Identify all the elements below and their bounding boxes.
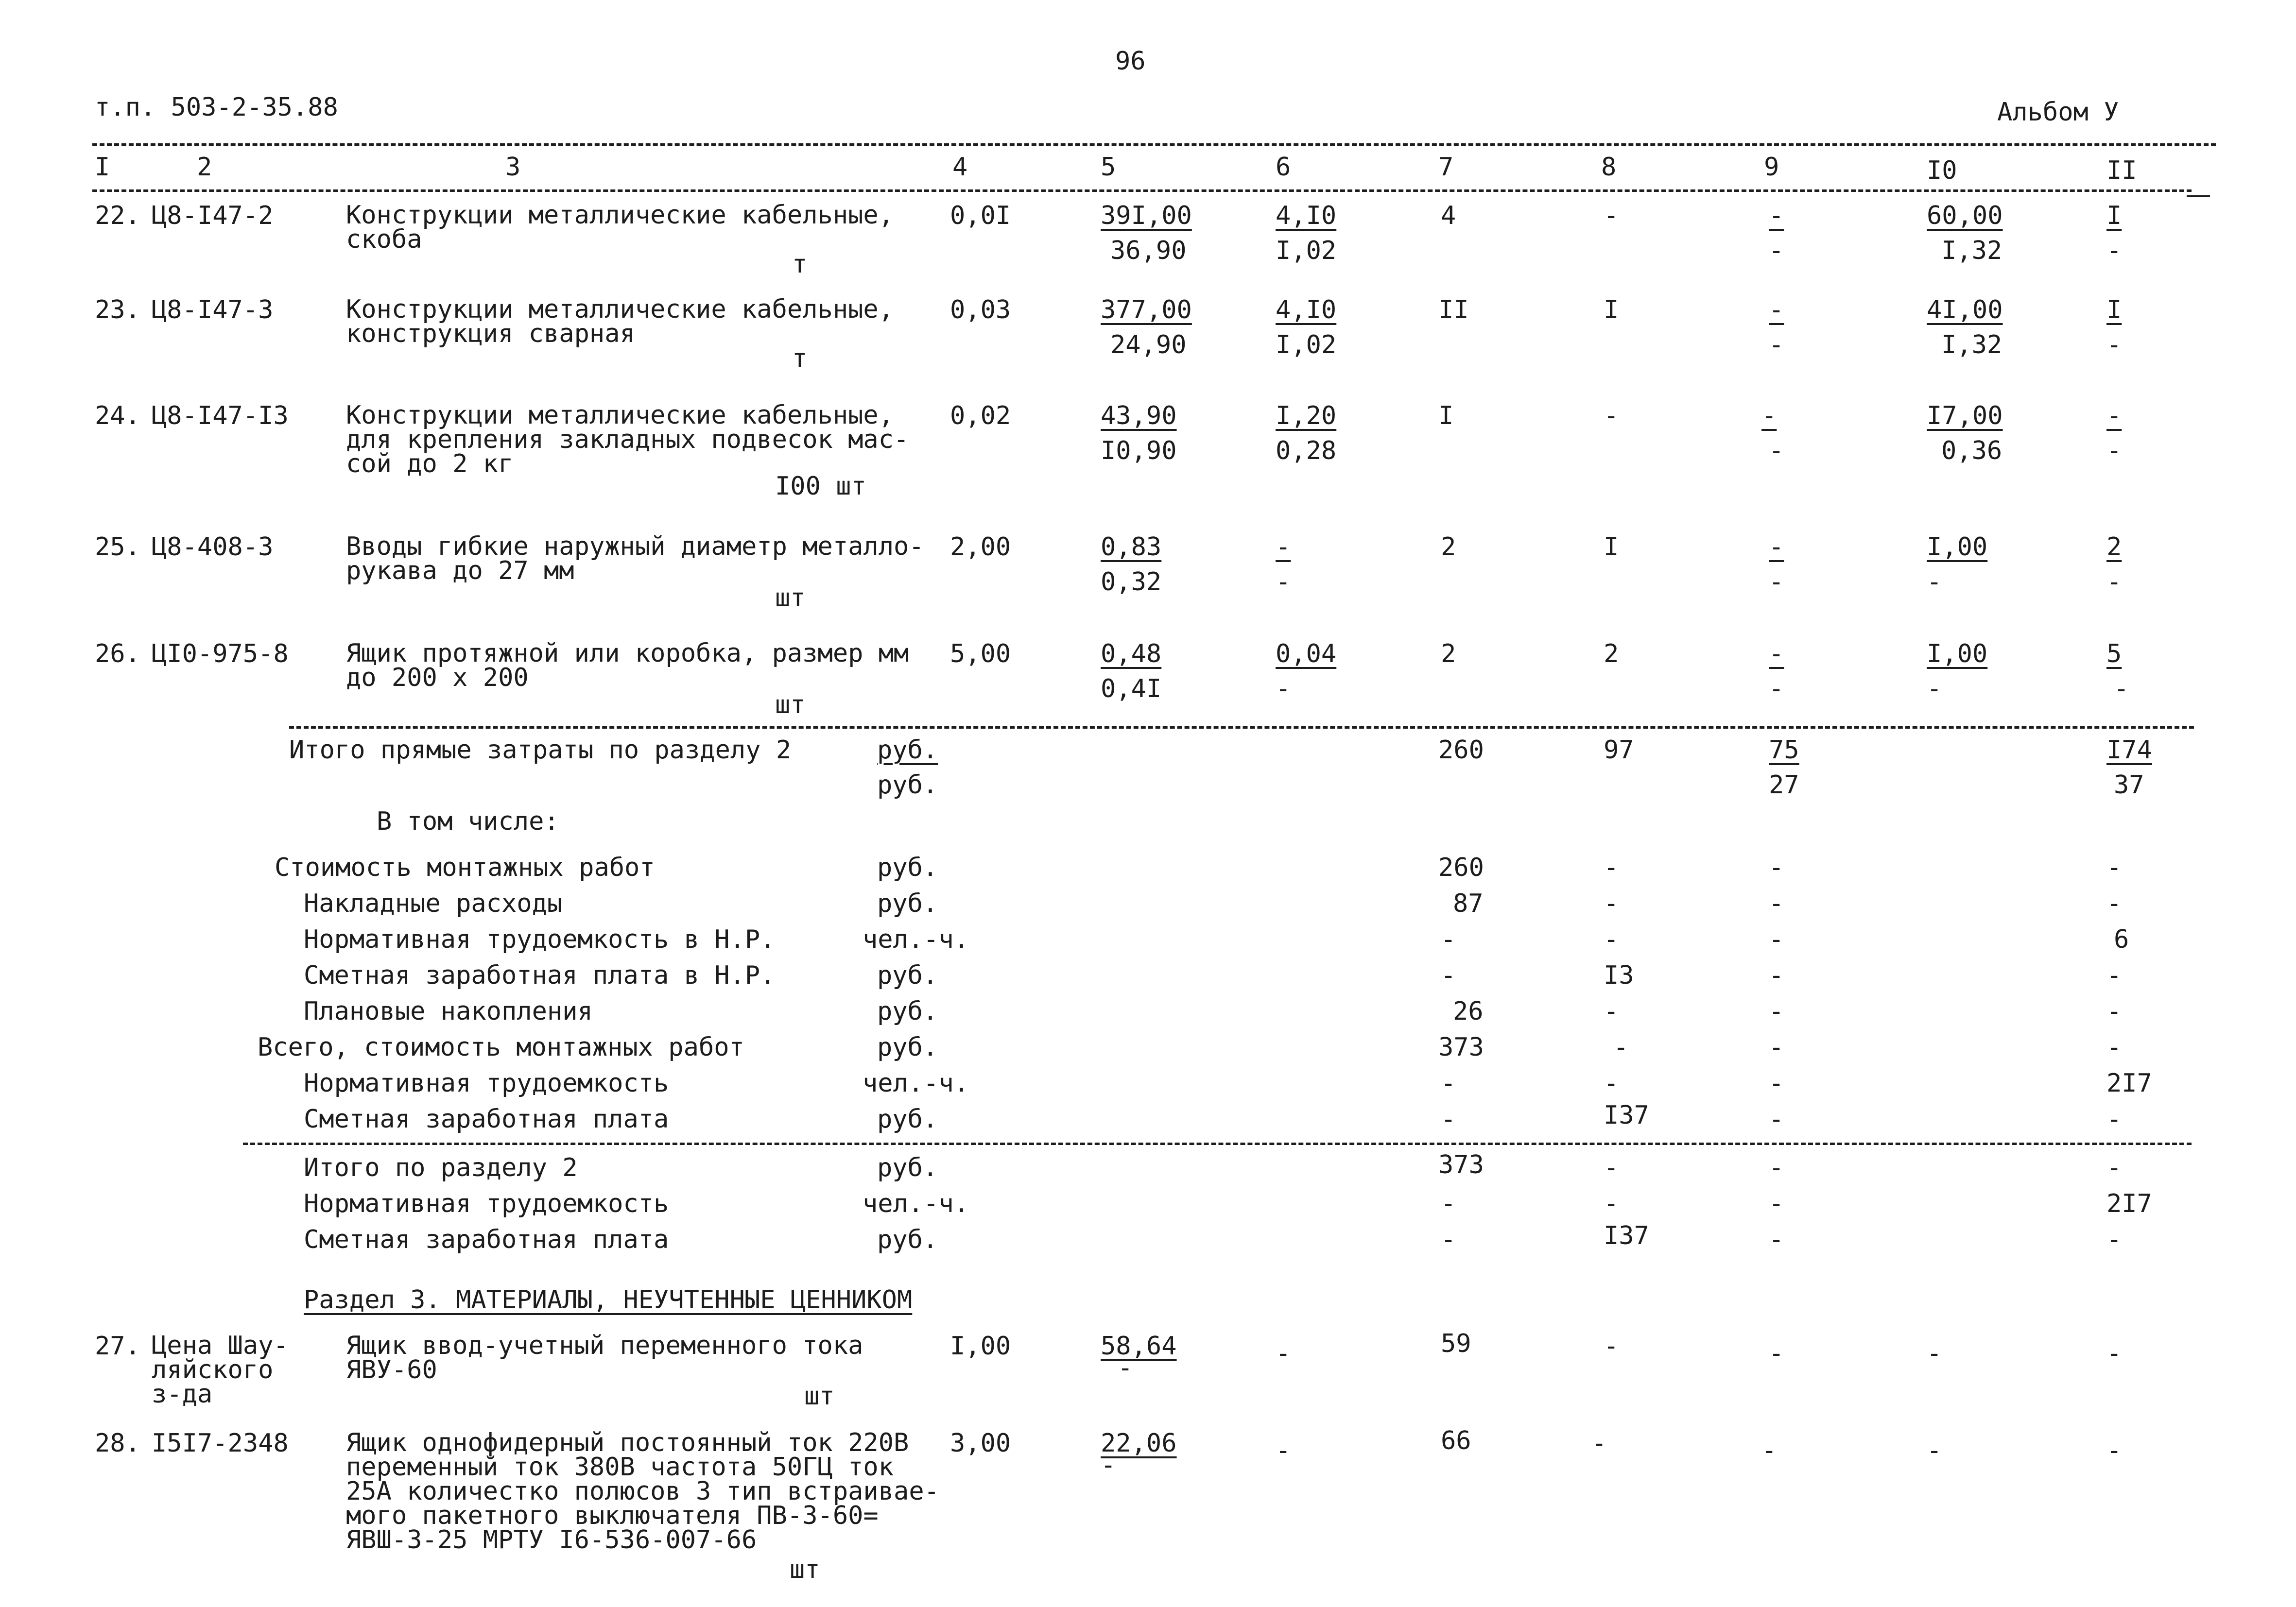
row-number: 25. [95,532,140,562]
row-col11-top: I [2106,295,2122,325]
row-col5-top: 377,00 [1101,295,1192,325]
line-col9: - [1769,889,1784,918]
line-unit: чел.-ч. [863,925,969,954]
row-code: Ц8-I47-2 [152,201,274,230]
row-description: Конструкции металлические кабельные, для крепления закладных подвесок мас- сой до 2 кг [346,401,909,479]
line-col11: - [2106,889,2122,918]
row-description: Вводы гибкие наружный диаметр металло- рукава до 27 мм [346,532,924,585]
album-label: Альбом У [1997,98,2119,127]
col-header-8: 8 [1601,153,1617,182]
row-quantity: 2,00 [950,532,1011,562]
row-description: Конструкции металлические кабельные, конструкция сварная [346,295,894,348]
line-col11: - [2106,853,2122,882]
col-header-2: 2 [197,153,212,182]
row-col11-top: 5 [2106,639,2122,668]
row-col6-top: 0,04 [1276,639,1337,668]
line-col8: - [1604,1069,1619,1098]
line-unit: руб. [877,1033,938,1062]
line-col11: 6 [2114,925,2129,954]
row-col8: 2 [1604,639,1619,668]
row-col9: - [1761,1436,1777,1465]
row-col5-bottom: 36,90 [1110,236,1187,265]
row-col8: I [1604,295,1619,325]
line-col7: 87 [1453,889,1484,918]
line-col11: - [2106,997,2122,1026]
row-code: Ц8-I47-3 [152,295,274,325]
line-col8: - [1604,1153,1619,1182]
row-col10-top: I,00 [1927,639,1988,668]
row-col5-top: 58,64 [1101,1332,1177,1361]
row-unit: шт [775,690,806,719]
row-code: Ц8-408-3 [152,532,274,562]
line-col7: 260 [1438,853,1484,882]
line-label: Стоимость монтажных работ [275,853,655,882]
line-col11: 2I7 [2106,1069,2152,1098]
row-col8: - [1604,1332,1619,1361]
row-col9-bottom: - [1769,236,1784,265]
row-col7: 59 [1441,1329,1471,1358]
col-header-1: I [95,153,110,182]
row-col6-bottom: I,02 [1276,330,1337,359]
header-top-rule [92,143,2216,146]
row-col7: 66 [1441,1426,1471,1455]
line-unit: руб. [877,997,938,1026]
row-col11: - [2106,1436,2122,1465]
row-col5-top: 22,06 [1101,1429,1177,1458]
row-col10: - [1927,1339,1942,1368]
line-col8: - [1613,1033,1629,1062]
row-col5-bottom: - [1118,1353,1133,1383]
line-col7: 373 [1438,1033,1484,1062]
row-col11-top: 2 [2106,532,2122,562]
row-col11-bottom: - [2106,330,2122,359]
line-unit: чел.-ч. [863,1189,969,1218]
row-col6-top: I,20 [1276,401,1337,430]
header-bottom-rule [92,189,2192,192]
line-label: Накладные расходы [304,889,563,918]
col-header-4: 4 [952,153,968,182]
line-col7: 26 [1453,997,1484,1026]
row-col5-bottom: - [1101,1451,1116,1480]
row-col8: - [1591,1429,1607,1458]
direct-costs-col9-top: 75 [1769,735,1799,765]
row-col9-top: - [1761,401,1777,430]
row-description: Ящик протяжной или коробка, размер мм до 200 х 200 [346,639,909,692]
line-col11: - [2106,961,2122,990]
row-unit: т [792,344,808,373]
line-col7: - [1441,1105,1456,1134]
line-col11: - [2106,1105,2122,1134]
direct-costs-unit-top: руб. [877,735,938,765]
line-col9: - [1769,1105,1784,1134]
line-col9: - [1769,961,1784,990]
row-col9-top: - [1769,639,1784,668]
line-col7: - [1441,1069,1456,1098]
line-col8: - [1604,1189,1619,1218]
line-col8: I37 [1604,1101,1649,1130]
header-tail-mark [2187,195,2210,197]
row-col5-bottom: 24,90 [1110,330,1187,359]
row-number: 24. [95,401,140,430]
row-number: 27. [95,1332,140,1361]
row-col5-bottom: 0,4I [1101,674,1162,703]
row-col5-top: 0,83 [1101,532,1162,562]
row-col9-top: - [1769,295,1784,325]
line-unit: руб. [877,1153,938,1182]
row-col11-bottom: - [2106,436,2122,465]
row-col7: 4 [1441,201,1456,230]
direct-costs-label: Итого прямые затраты по разделу 2 [289,735,792,765]
line-unit: чел.-ч. [863,1069,969,1098]
line-col7: - [1441,925,1456,954]
row-col10-top: 60,00 [1927,201,2003,230]
section-title: Раздел 3. МАТЕРИАЛЫ, НЕУЧТЕННЫЕ ЦЕННИКОМ [304,1285,913,1315]
row-code: I5I7-2348 [152,1429,289,1458]
row-description: Ящик однофидерный постоянный ток 220В переменный ток 380В частота 50ГЦ ток 25А количестко полюсов 3 тип встраивае- мого пакетного выключателя ПВ-3-60= ЯВШ-3-25 МРТУ I6-536-007-66 [346,1428,939,1555]
row-col10-bottom: - [1927,674,1942,703]
row-col9-bottom: - [1769,567,1784,597]
row-description: Конструкции металлические кабельные, скоба [346,201,894,254]
line-unit: руб. [877,1225,938,1254]
col-header-5: 5 [1101,153,1116,182]
line-col8: I3 [1604,961,1634,990]
line-unit: руб. [877,961,938,990]
row-col6-bottom: - [1276,674,1291,703]
col-header-9: 9 [1764,153,1779,182]
row-col9-top: - [1769,532,1784,562]
line-col7: - [1441,1225,1456,1254]
row-quantity: 5,00 [950,639,1011,668]
row-col5-top: 0,48 [1101,639,1162,668]
line-label: Нормативная трудоемкость [304,1069,669,1098]
row-col10-bottom: I,32 [1941,330,2003,359]
row-col6: - [1276,1436,1291,1465]
col-header-6: 6 [1276,153,1291,182]
direct-costs-col11-top: I74 [2106,735,2152,765]
row-col9-top: - [1769,201,1784,230]
line-col11: 2I7 [2106,1189,2152,1218]
line-label: Сметная заработная плата в Н.Р. [304,961,776,990]
row-col5-bottom: I0,90 [1101,436,1177,465]
row-quantity: 0,0I [950,201,1011,230]
line-label: Сметная заработная плата [304,1105,669,1134]
direct-costs-col7: 260 [1438,735,1484,765]
line-col8: I37 [1604,1221,1649,1250]
row-col11-bottom: - [2106,236,2122,265]
line-col9: - [1769,1153,1784,1182]
line-col8: - [1604,853,1619,882]
row-col6-top: 4,I0 [1276,295,1337,325]
col-header-10: I0 [1927,156,1957,185]
line-label: Нормативная трудоемкость в Н.Р. [304,925,776,954]
line-col9: - [1769,1069,1784,1098]
row-col6-bottom: - [1276,567,1291,597]
row-number: 22. [95,201,140,230]
row-col7: 2 [1441,639,1456,668]
totals-top-rule [289,726,2194,729]
row-col11-bottom: - [2106,567,2122,597]
row-col7: II [1438,295,1469,325]
line-col7: - [1441,961,1456,990]
row-quantity: I,00 [950,1332,1011,1361]
line-col7: - [1441,1189,1456,1218]
line-col9: - [1769,997,1784,1026]
row-unit: шт [804,1382,835,1411]
row-col11: - [2106,1339,2122,1368]
line-label: Итого по разделу 2 [304,1153,578,1182]
section-total-rule [243,1143,2192,1145]
row-quantity: 3,00 [950,1429,1011,1458]
line-col9: - [1769,853,1784,882]
row-col11-bottom: - [2114,674,2129,703]
row-quantity: 0,03 [950,295,1011,325]
page-number: 96 [1115,47,1146,76]
row-col10-top: I7,00 [1927,401,2003,430]
line-col11: - [2106,1033,2122,1062]
row-col5-bottom: 0,32 [1101,567,1162,597]
col-header-11: II [2106,156,2137,185]
col-header-7: 7 [1438,153,1454,182]
row-number: 23. [95,295,140,325]
line-col9: - [1769,1189,1784,1218]
line-col11: - [2106,1225,2122,1254]
direct-costs-col8: 97 [1604,735,1634,765]
row-col5-top: 39I,00 [1101,201,1192,230]
line-col9: - [1769,1033,1784,1062]
row-col5-top: 43,90 [1101,401,1177,430]
line-label: Нормативная трудоемкость [304,1189,669,1218]
line-col8: - [1604,925,1619,954]
row-col10-top: I,00 [1927,532,1988,562]
row-col9-bottom: - [1769,436,1784,465]
row-col10-bottom: - [1927,567,1942,597]
row-col7: I [1438,401,1454,430]
row-col6: - [1276,1339,1291,1368]
line-label: Плановые накопления [304,997,593,1026]
line-col11: - [2106,1153,2122,1182]
line-unit: руб. [877,853,938,882]
col-header-3: 3 [505,153,521,182]
line-unit: руб. [877,1105,938,1134]
row-quantity: 0,02 [950,401,1011,430]
row-col8: - [1604,201,1619,230]
row-col10-bottom: I,32 [1941,236,2003,265]
row-unit: шт [790,1555,820,1584]
line-label: Сметная заработная плата [304,1225,669,1254]
line-unit: руб. [877,889,938,918]
row-col6-bottom: I,02 [1276,236,1337,265]
line-col8: - [1604,997,1619,1026]
row-unit: т [792,250,808,279]
row-code: Цена Шау- ляйского з-да [152,1331,289,1409]
row-col9-bottom: - [1769,330,1784,359]
row-code: ЦI0-975-8 [152,639,289,668]
line-col7: 373 [1438,1150,1484,1180]
row-col10-bottom: 0,36 [1941,436,2003,465]
direct-costs-col11-bottom: 37 [2114,770,2144,800]
row-col6-top: 4,I0 [1276,201,1337,230]
row-number: 28. [95,1429,140,1458]
row-col11-top: - [2106,401,2122,430]
row-col10-top: 4I,00 [1927,295,2003,325]
row-unit: шт [775,583,806,613]
direct-costs-unit-bottom: руб. [877,770,938,800]
line-col9: - [1769,925,1784,954]
row-col11-top: I [2106,201,2122,230]
row-col8: - [1604,401,1619,430]
line-col8: - [1604,889,1619,918]
row-col8: I [1604,532,1619,562]
row-col10: - [1927,1436,1942,1465]
row-col6-bottom: 0,28 [1276,436,1337,465]
row-col9: - [1769,1339,1784,1368]
document-code: т.п. 503-2-35.88 [95,93,338,122]
row-unit: I00 шт [775,472,866,501]
row-col7: 2 [1441,532,1456,562]
row-col9-bottom: - [1769,674,1784,703]
line-label: Всего, стоимость монтажных работ [258,1033,744,1062]
row-col6-top: - [1276,532,1291,562]
row-number: 26. [95,639,140,668]
row-description: Ящик ввод-учетный переменного тока ЯВУ-60 [346,1331,863,1385]
direct-costs-col9-bottom: 27 [1769,770,1799,800]
line-col9: - [1769,1225,1784,1254]
including-label: В том числе: [377,807,559,836]
row-code: Ц8-I47-I3 [152,401,289,430]
